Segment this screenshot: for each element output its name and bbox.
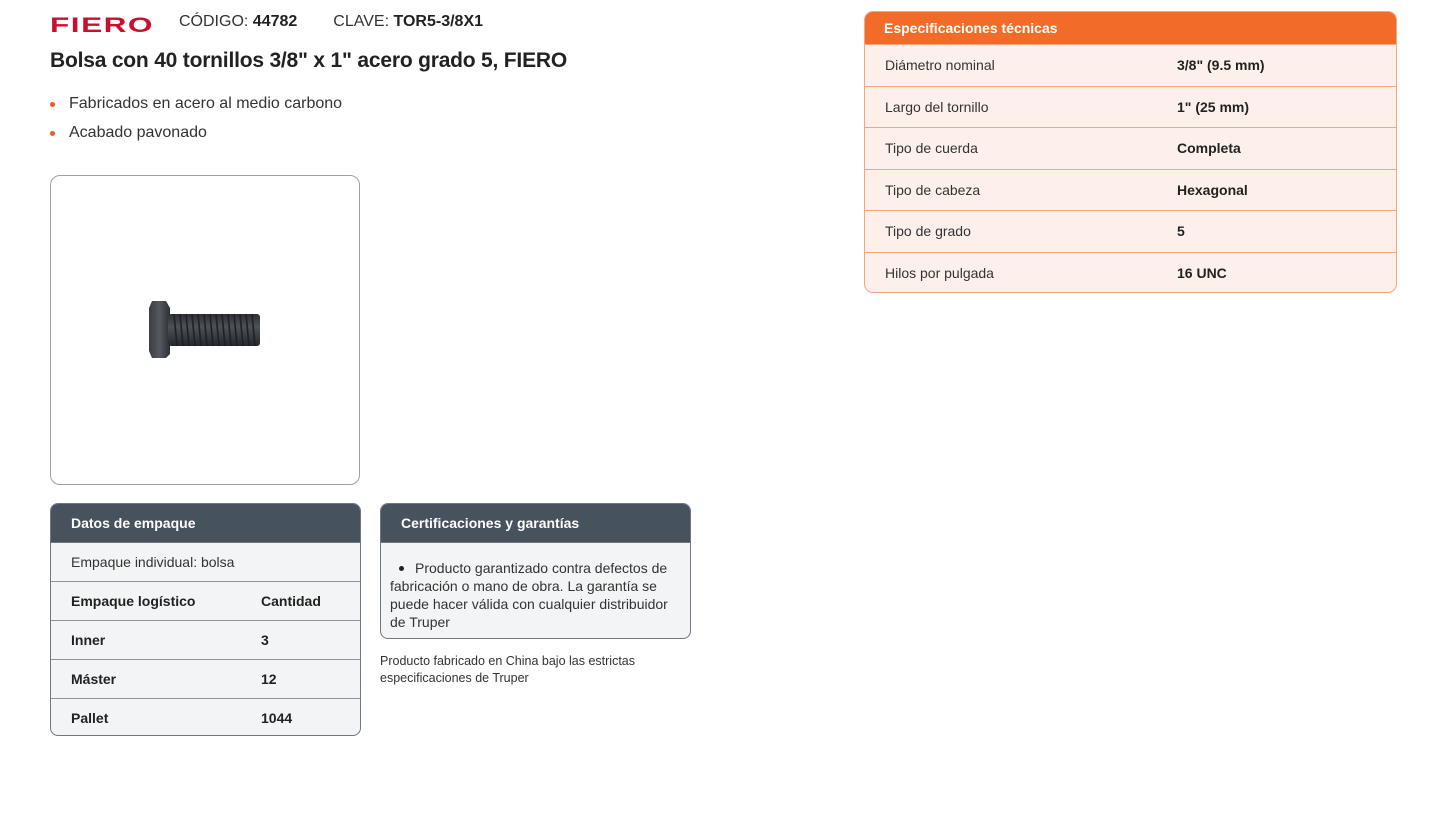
packaging-individual-text: Empaque individual: bolsa [71,554,235,570]
row-qty: 1044 [261,710,293,726]
packaging-individual [51,542,360,581]
certifications-header: Certificaciones y garantías [381,504,690,542]
key-group [333,13,483,31]
spec-value: 5 [1177,223,1185,240]
row-name: Inner [71,632,106,648]
spec-value: Completa [1177,140,1241,157]
feature-list [50,93,342,151]
bullet-icon [50,131,55,136]
row-qty: 3 [261,632,269,648]
spec-key: Tipo de grado [885,223,971,240]
packaging-card [50,503,361,736]
certifications-body [381,542,690,631]
spec-key: Largo del tornillo [885,98,989,115]
spec-value: Hexagonal [1177,181,1248,198]
spec-row [865,86,1396,128]
bullet-icon [50,102,55,107]
spec-value: 1" (25 mm) [1177,98,1249,115]
fiero-logo [50,13,155,35]
hex-bolt-icon [146,296,266,366]
spec-row [865,127,1396,169]
feature-item [50,93,342,122]
origin-note: Producto fabricado en China bajo las estrictas especificaciones de Truper [380,654,636,685]
spec-row [865,169,1396,211]
spec-value: 3/8" (9.5 mm) [1177,57,1265,74]
row-name: Pallet [71,710,109,726]
specifications-table [864,11,1397,293]
table-row [51,698,360,736]
certifications-text: Producto garantizado contra defectos de fabricación o mano de obra. La garantía se puede hacer válida con cualquier distribuidor de Truper [390,560,668,630]
table-row [51,659,360,698]
spec-row [865,210,1396,252]
code-label: CÓDIGO: [179,13,249,30]
code-value: 44782 [252,13,298,30]
spec-value: 16 UNC [1177,264,1227,281]
key-label: CLAVE: [333,13,390,30]
spec-row [865,252,1396,294]
row-qty: 12 [261,671,277,687]
product-image-frame [50,175,360,485]
key-value: TOR5-3/8X1 [393,13,484,30]
row-name: Máster [71,671,117,687]
product-title: Bolsa con 40 tornillos 3/8" x 1" acero grado 5, FIERO [50,49,567,72]
product-codes [179,13,483,31]
spec-key: Diámetro nominal [885,57,995,74]
certifications-card [380,503,691,639]
feature-text: Acabado pavonado [69,124,207,141]
code-group [179,13,297,31]
spec-key: Tipo de cuerda [885,140,978,157]
feature-text: Fabricados en acero al medio carbono [69,95,343,112]
fiero-logo-text: FIERO [50,14,154,35]
feature-item [50,122,342,151]
bullet-icon [399,566,404,571]
spec-key: Hilos por pulgada [885,264,994,281]
spec-key: Tipo de cabeza [885,181,981,198]
column-header-logistic: Empaque logístico [71,593,196,609]
specifications-header: Especificaciones técnicas [865,12,1396,44]
packaging-column-headers [51,581,360,620]
table-row [51,620,360,659]
packaging-header: Datos de empaque [51,504,360,542]
spec-row [865,44,1396,86]
column-header-quantity: Cantidad [261,593,321,609]
